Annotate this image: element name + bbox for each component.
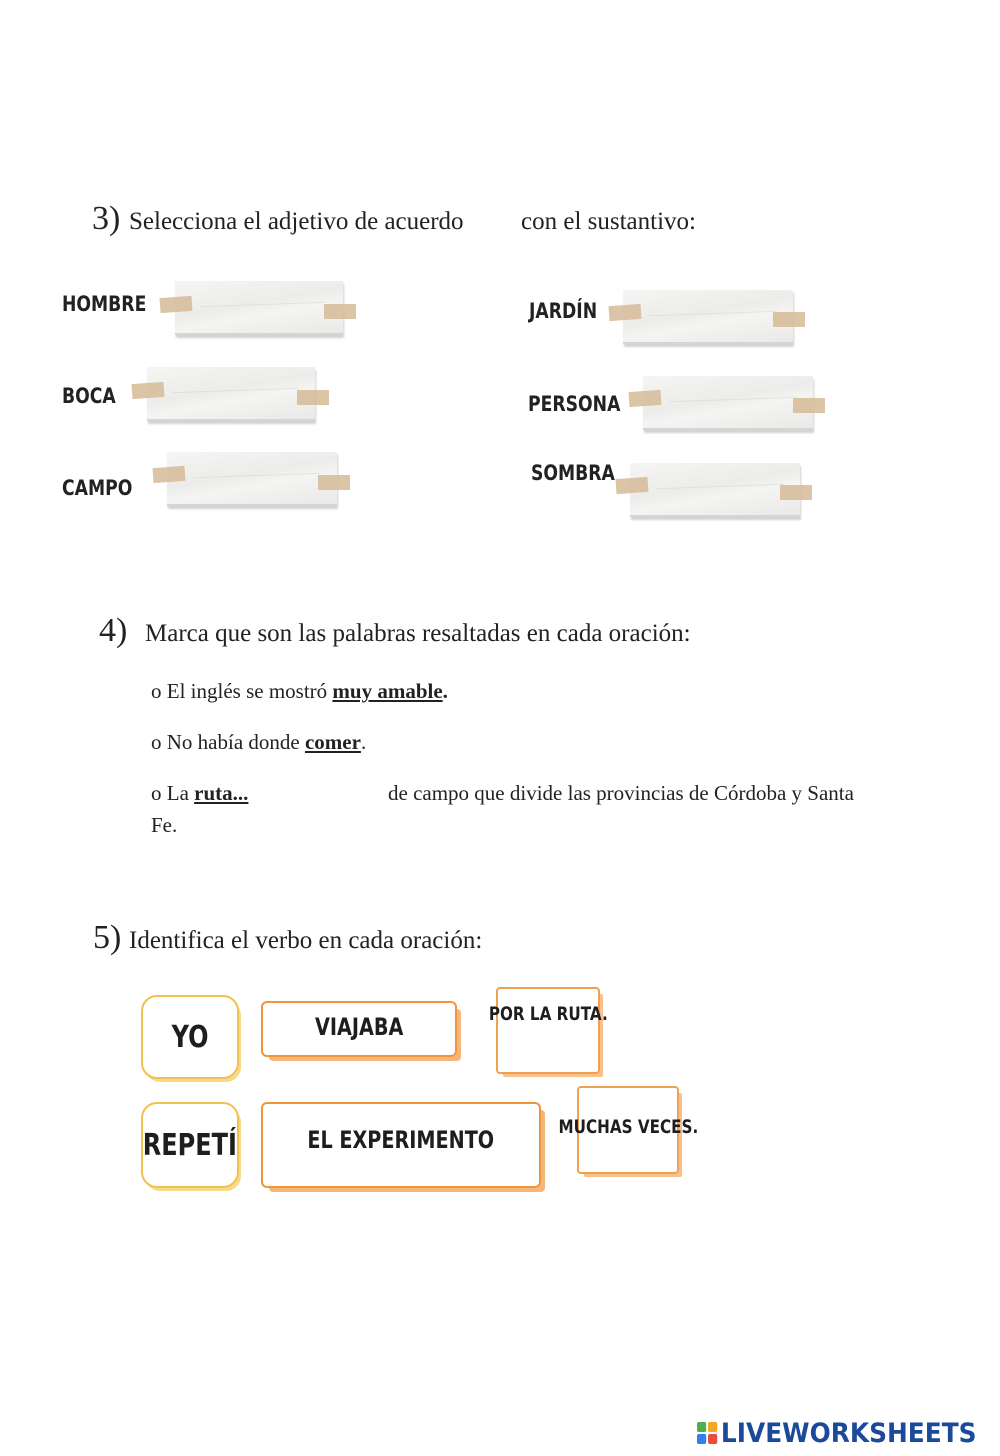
- sentence-2: [151, 730, 366, 755]
- sentence-3-line-2: Fe.: [151, 813, 178, 837]
- answer-slot-hombre[interactable]: [175, 281, 343, 335]
- word-box-viajaba[interactable]: [261, 1001, 457, 1057]
- answer-slot-boca[interactable]: [147, 367, 315, 421]
- word-muchas-veces: MUCHAS VECES.: [558, 1116, 698, 1138]
- question-5-number: 5): [93, 919, 122, 956]
- sentence-3-start: o La: [151, 781, 195, 805]
- word-repeti: REPETÍ: [142, 1127, 238, 1163]
- tape-decoration: [160, 296, 193, 313]
- tape-decoration: [609, 304, 642, 321]
- tape-decoration: [780, 485, 812, 500]
- tape-decoration: [318, 475, 350, 490]
- sentence-1-start: o El inglés se mostró: [151, 679, 333, 703]
- word-box-muchas-veces[interactable]: [558, 1086, 698, 1174]
- word-yo: YO: [171, 1019, 209, 1055]
- highlighted-muy-amable: muy amable: [332, 679, 443, 703]
- noun-boca: BOCA: [62, 384, 116, 408]
- question-4-instruction: Marca que son las palabras resaltadas en cada oración:: [145, 620, 691, 647]
- tape-decoration: [793, 398, 825, 413]
- word-box-repeti[interactable]: [141, 1102, 239, 1188]
- tape-decoration: [132, 382, 165, 399]
- word-por-la-ruta: POR LA RUTA.: [488, 1003, 608, 1025]
- word-viajaba: VIAJABA: [314, 1013, 404, 1041]
- answer-slot-sombra[interactable]: [630, 463, 800, 517]
- sentence-2-end: .: [360, 730, 367, 754]
- tape-decoration: [153, 466, 186, 483]
- highlighted-comer: comer: [304, 730, 361, 754]
- answer-slot-persona[interactable]: [643, 376, 813, 430]
- word-box-por-la-ruta[interactable]: [488, 987, 608, 1074]
- noun-persona: PERSONA: [528, 392, 621, 416]
- question-3-number: 3): [92, 200, 121, 237]
- word-box-el-experimento[interactable]: [261, 1102, 541, 1188]
- answer-slot-campo[interactable]: [167, 452, 337, 506]
- answer-slot-jardin[interactable]: [623, 290, 793, 344]
- liveworksheets-logo-icon: [697, 1422, 717, 1444]
- question-3-instruction: Selecciona el adjetivo de acuerdo: [129, 208, 464, 235]
- liveworksheets-brand: LIVEWORKSHEETS: [720, 1418, 977, 1449]
- word-el-experimento: EL EXPERIMENTO: [307, 1126, 495, 1154]
- sentence-1-end: .: [442, 679, 448, 703]
- noun-campo: CAMPO: [62, 476, 133, 500]
- tape-decoration: [324, 304, 356, 319]
- tape-decoration: [773, 312, 805, 327]
- tape-decoration: [629, 390, 662, 407]
- sentence-1: [151, 679, 448, 704]
- tape-decoration: [616, 477, 649, 494]
- sentence-3: [151, 781, 248, 806]
- question-4-number: 4): [99, 612, 128, 649]
- sentence-3-continuation: de campo que divide las provincias de Córdoba y Santa: [388, 781, 854, 805]
- noun-jardin: JARDÍN: [529, 299, 598, 323]
- sentence-2-start: o No había donde: [151, 730, 305, 754]
- word-box-yo[interactable]: [141, 995, 239, 1079]
- tape-decoration: [297, 390, 329, 405]
- question-5-instruction: Identifica el verbo en cada oración:: [129, 927, 483, 954]
- liveworksheets-logo: [697, 1418, 977, 1449]
- noun-sombra: SOMBRA: [531, 461, 615, 485]
- question-3-instruction-tail: con el sustantivo:: [521, 208, 696, 235]
- highlighted-ruta: ruta...: [194, 781, 249, 805]
- noun-hombre: HOMBRE: [62, 292, 147, 316]
